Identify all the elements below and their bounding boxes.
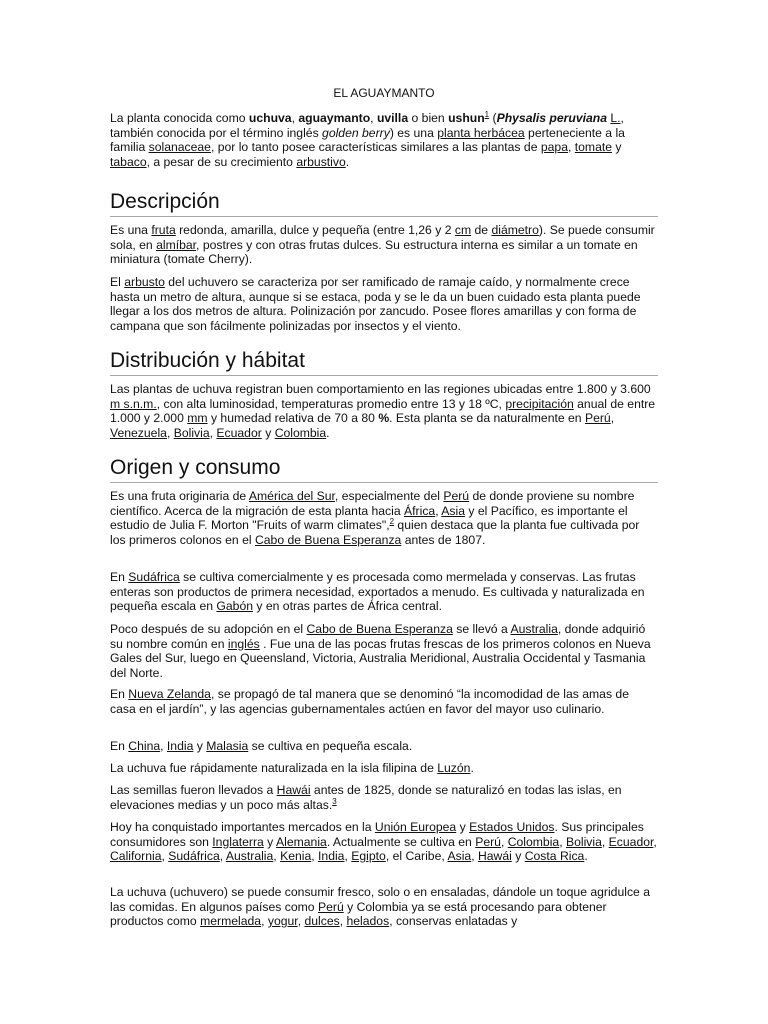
link-alemania[interactable]: Alemania: [276, 834, 327, 849]
link-papa[interactable]: papa: [540, 140, 568, 155]
link-almibar[interactable]: almíbar: [156, 237, 197, 252]
link-asia[interactable]: Asia: [447, 849, 472, 864]
heading-descripcion: Descripción: [110, 190, 658, 217]
link-peru[interactable]: Perú: [584, 411, 611, 426]
origen-paragraph-3: Poco después de su adopción en el Cabo de Buena Esperanza se llevó a Australia, donde adquirió su nombre común en inglés . Fue una de las pocas frutas frescas de los primeros colonos en Nueva Gales del Sur, luego en Queensland, Victoria, Australia Meridional, Australia Occidental y Tasmania del Norte.: [110, 622, 651, 680]
origen-paragraph-1: Es una fruta originaria de América del Sur, especialmente del Perú de donde proviene su nombre científico. Acerca de la migración de esta planta hacia África, Asia y el Pacífico, es importante el estudio de Julia F. Morton "Fruits of warm climates",$^2$ quien destaca que la planta fue cultivada por los primeros colonos en el Cabo de Buena Esperanza antes de 1807.: [110, 489, 640, 547]
link-india[interactable]: India: [318, 849, 345, 864]
link-precipitacion[interactable]: precipitación: [505, 396, 574, 411]
heading-origen: Origen y consumo: [110, 456, 658, 483]
link-yogur[interactable]: yogur: [267, 914, 298, 929]
link-colombia[interactable]: Colombia: [507, 834, 560, 849]
link-cabo-buena-esperanza[interactable]: Cabo de Buena Esperanza: [306, 622, 453, 636]
link-ecuador[interactable]: Ecuador: [216, 425, 262, 440]
link-america-del-sur[interactable]: América del Sur: [248, 489, 335, 503]
origen-paragraph-8: Hoy ha conquistado importantes mercados en la Unión Europea y Estados Unidos. Sus principales consumidores son Inglaterra y Alemania. Actualmente se cultiva en Perú, Colombia, Bolivia, Ecuador, California, Sudáfrica, Australia, Kenia, India, Egipto, el Caribe, Asia, Hawái y Costa Rica.: [110, 820, 657, 864]
distribucion-paragraph: Las plantas de uchuva registran buen comportamiento en las regiones ubicadas entre 1.800 y 3.600 m s.n.m., con alta luminosidad, temperaturas promedio entre 13 y 18 ºC, precipitación anual de entre 1.000 y 2.000 mm y humedad relativa de 70 a 80 %. Esta planta se da naturalmente en Perú, Venezuela, Bolivia, Ecuador y Colombia.: [110, 382, 656, 440]
descripcion-paragraph-1: Es una fruta redonda, amarilla, dulce y pequeña (entre 1,26 y 2 cm de diámetro). Se puede consumir sola, en almíbar, postres y con otras frutas dulces. Su estructura interna es similar a un tomate en miniatura (tomate Cherry).: [110, 223, 655, 267]
link-colombia[interactable]: Colombia: [274, 425, 327, 440]
link-bolivia[interactable]: Bolivia: [173, 425, 210, 440]
scientific-name: Physalis peruviana: [496, 111, 607, 125]
link-solanaceae[interactable]: solanaceae: [148, 140, 211, 155]
link-egipto[interactable]: Egipto: [351, 849, 386, 864]
link-msnm[interactable]: m s.n.m.: [110, 396, 157, 411]
link-dulces[interactable]: dulces: [304, 914, 340, 929]
descripcion-paragraph-2: El arbusto del uchuvero se caracteriza por ser ramificado de ramaje caído, y normalmente crece hasta un metro de altura, aunque si se estaca, poda y se le da un buen cuidado esta planta puede llegar a los dos metros de altura. Polinización por zancudo. Posee flores amarillas y con forma de campana que son fácilmente polinizadas por insectos y el viento.: [110, 275, 641, 333]
link-cabo-buena-esperanza[interactable]: Cabo de Buena Esperanza: [254, 532, 402, 547]
link-nueva-zelanda[interactable]: Nueva Zelanda: [128, 687, 211, 701]
link-africa[interactable]: África: [404, 503, 436, 518]
link-arbusto[interactable]: arbusto: [124, 275, 165, 289]
link-kenia[interactable]: Kenia: [280, 849, 312, 864]
link-malasia[interactable]: Malasia: [206, 739, 249, 753]
origen-paragraph-7: Las semillas fueron llevados a Hawái antes de 1825, donde se naturalizó en todas las islas, en elevaciones medias y un poco más altas.$^3$: [110, 783, 622, 812]
link-cm[interactable]: cm: [454, 223, 472, 237]
origen-paragraph-9: La uchuva (uchuvero) se puede consumir fresco, solo o en ensaladas, dándole un toque agridulce a las comidas. En algunos países como Perú y Colombia ya se está procesando para obtener productos como mermelada, yogur, dulces, helados, conservas enlatadas y: [110, 885, 650, 929]
link-estados-unidos[interactable]: Estados Unidos: [469, 820, 555, 834]
link-china[interactable]: China: [128, 739, 161, 753]
link-hawai[interactable]: Hawái: [276, 783, 311, 797]
link-costa-rica[interactable]: Costa Rica: [524, 849, 585, 864]
origen-paragraph-2: En Sudáfrica se cultiva comercialmente y es procesada como mermelada y conservas. Las frutas enteras son productos de primera necesidad, exportados a menudo. Es cultivada y naturalizada en pequeña escala en Gabón y en otras partes de África central.: [110, 570, 645, 614]
link-helados[interactable]: helados: [346, 914, 390, 929]
link-fruta[interactable]: fruta: [151, 223, 176, 237]
footnote-link-1[interactable]: 1: [484, 109, 490, 119]
link-diametro[interactable]: diámetro: [491, 223, 539, 237]
link-australia[interactable]: Australia: [225, 849, 274, 864]
link-bolivia[interactable]: Bolivia: [565, 834, 602, 849]
footnote-link-3[interactable]: 3: [332, 796, 337, 806]
link-india[interactable]: India: [166, 739, 194, 753]
link-tomate[interactable]: tomate: [574, 140, 613, 155]
link-inglaterra[interactable]: Inglaterra: [212, 834, 264, 849]
link-sudafrica[interactable]: Sudáfrica: [128, 570, 180, 584]
link-ingles[interactable]: inglés: [227, 636, 260, 651]
intro-paragraph: La planta conocida como uchuva, aguaymanto, uvilla o bien ushun$^1$ (Physalis peruviana L., también conocida por el término inglés golden berry) es una planta herbácea perteneciente a la familia solanaceae, por lo tanto posee características similares a las plantas de papa, tomate y tabaco, a pesar de su crecimiento arbustivo.: [110, 109, 625, 169]
link-peru[interactable]: Perú: [443, 489, 470, 503]
heading-distribucion: Distribución y hábitat: [110, 349, 658, 376]
footnote-link-2[interactable]: 2: [389, 517, 395, 527]
link-linnaeus[interactable]: L.: [610, 111, 621, 125]
link-arbustivo[interactable]: arbustivo: [296, 154, 346, 169]
link-peru[interactable]: Perú: [475, 834, 501, 849]
link-peru[interactable]: Perú: [317, 899, 344, 914]
link-mermelada[interactable]: mermelada: [200, 914, 262, 929]
origen-paragraph-4: En Nueva Zelanda, se propagó de tal manera que se denominó “la incomodidad de las amas de casa en el jardín”, y las agencias gubernamentales actúen en favor del mayor uso culinario.: [110, 687, 629, 716]
link-australia[interactable]: Australia: [510, 622, 558, 636]
link-union-europea[interactable]: Unión Europea: [374, 820, 457, 834]
link-sudafrica[interactable]: Sudáfrica: [168, 849, 220, 864]
link-tabaco[interactable]: tabaco: [110, 154, 147, 169]
link-gabon[interactable]: Gabón: [216, 599, 253, 614]
origen-paragraph-5: En China, India y Malasia se cultiva en pequeña escala.: [110, 739, 413, 753]
link-luzon[interactable]: Luzón: [437, 761, 471, 775]
link-venezuela[interactable]: Venezuela: [110, 425, 167, 440]
link-mm[interactable]: mm: [187, 411, 208, 426]
link-planta-herbacea[interactable]: planta herbácea: [437, 125, 525, 140]
link-ecuador[interactable]: Ecuador: [608, 834, 654, 849]
document-title: EL AGUAYMANTO: [333, 86, 435, 100]
link-hawai[interactable]: Hawái: [477, 849, 512, 864]
link-asia[interactable]: Asia: [441, 503, 466, 518]
origen-paragraph-6: La uchuva fue rápidamente naturalizada en la isla filipina de Luzón.: [110, 761, 474, 775]
link-california[interactable]: California: [110, 849, 162, 864]
